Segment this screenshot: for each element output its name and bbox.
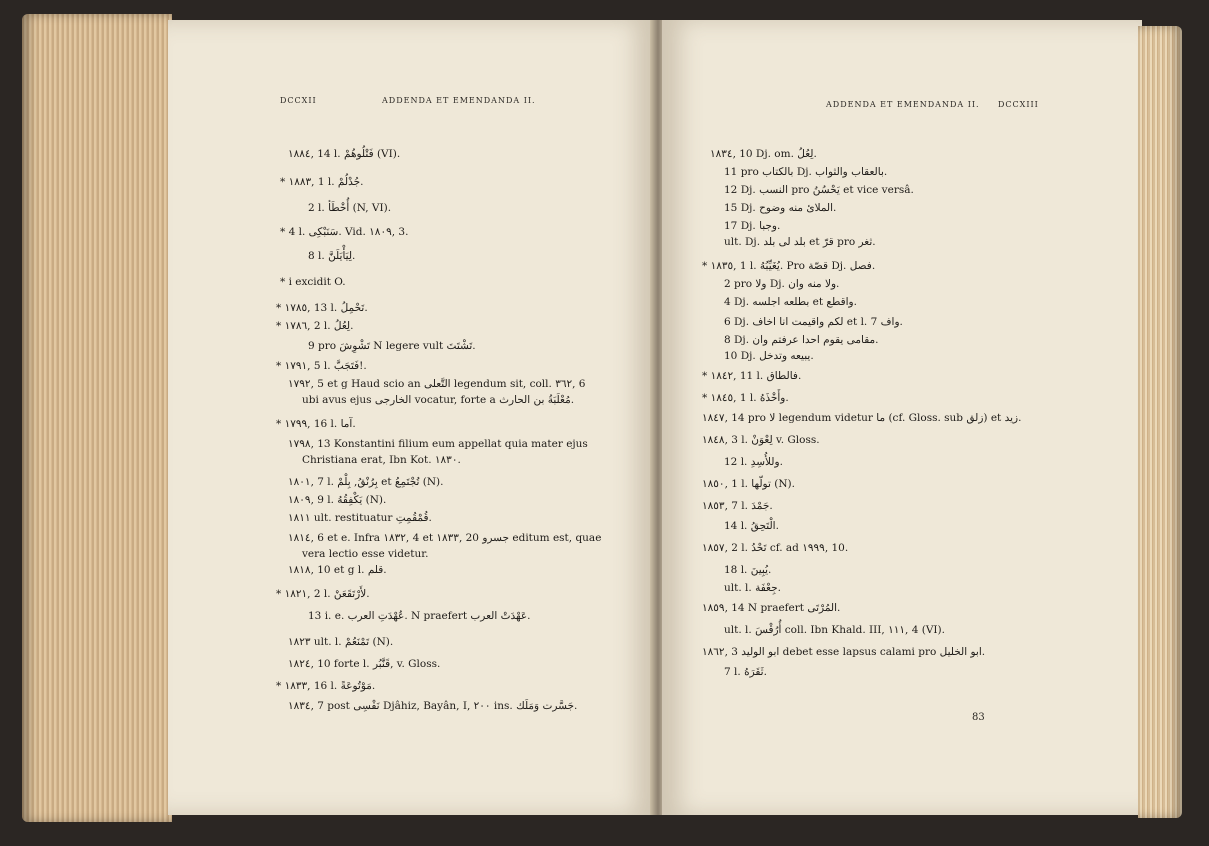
right-page-line: 12 Dj. النسب pro يَحْسُنُ et vice versâ. <box>724 184 914 196</box>
right-page-line: * ١٨٤٥, 1 l. وأَخْذَهُ. <box>702 392 789 404</box>
left-running-head: ADDENDA ET EMENDANDA II. <box>382 96 536 105</box>
left-page-line: ١٨١٤, 6 et e. Infra ١٨٣٢, 4 et ١٨٣٣, 20 جسرو editum est, quae <box>288 532 602 544</box>
right-page-line: 7 l. ثَقَرَهُ. <box>724 666 767 678</box>
left-page-line: ١٧٩٨, 13 Konstantini filium eum appellat quia mater ejus <box>288 438 588 450</box>
left-page <box>168 20 654 815</box>
left-page-line: * ١٧٨٥, 13 l. تَحْمِلُ. <box>276 302 368 314</box>
right-page-line: ١٨٥٩, 14 N praefert المُرْتَى. <box>702 602 841 614</box>
right-page-line: 6 Dj. لكم واقيمت انا اخاف et l. 7 واف. <box>724 316 903 328</box>
right-page-line: ١٨٥٠, 1 l. تولّها (N). <box>702 478 795 490</box>
right-page-line: ١٨٥٧, 2 l. تَحْدُ cf. ad ١٩٩٩, 10. <box>702 542 849 554</box>
left-page-line: vera lectio esse videtur. <box>302 548 429 560</box>
left-page-number: DCCXII <box>280 96 317 105</box>
right-running-head: ADDENDA ET EMENDANDA II. <box>826 100 980 109</box>
left-page-line: * ١٨٨٣, 1 l. جُدْلُمْ. <box>280 176 364 188</box>
right-page-line: 15 Dj. الملائ منه وضوح. <box>724 202 837 214</box>
left-page-line: * ١٨٣٣, 16 l. مَوْتُوعَةً. <box>276 680 376 692</box>
right-page-line: 11 pro بالكتاب Dj. بالعقاب والثواب. <box>724 166 888 178</box>
left-page-line: ١٨٨٤, 14 l. فَتْلُوهُمْ (VI). <box>288 148 401 160</box>
left-page-line: * i excidit O. <box>280 276 346 288</box>
left-page-line: 2 l. أُخْطَأ (N, VI). <box>308 202 392 214</box>
left-page-line: ١٨٠٩, 9 l. يَكْفِقُهُ (N). <box>288 494 387 506</box>
right-page-line: ١٨٤٨, 3 l. لِعْوَنْ v. Gloss. <box>702 434 820 446</box>
right-page-line: 4 Dj. بطلعه اجلسه et واقطع. <box>724 296 857 308</box>
left-page-line: ١٨٣٤, 7 post نَفْسِى Djâhiz, Bayân, I, ٢٠٠ ins. جَسَّرت وَمَلَك. <box>288 700 578 712</box>
left-page-line: * ١٧٩١, 5 l. فَتَجَبَّ!. <box>276 360 367 372</box>
right-page-edges <box>1138 26 1182 818</box>
left-page-line: * ١٧٩٩, 16 l. آما. <box>276 418 356 430</box>
right-page-line: 14 l. الْتَحِقُ. <box>724 520 779 532</box>
left-page-line: ١٨١١ ult. restituatur قُمْقُمِتِ. <box>288 512 432 524</box>
right-page-line: 12 l. وللأُسِدِ. <box>724 456 783 468</box>
right-footer-number: 83 <box>972 712 985 723</box>
right-page-line: 17 Dj. وجبا. <box>724 220 781 232</box>
left-page-line: ١٨٢٤, 10 forte l. قَنَّبُر, v. Gloss. <box>288 658 441 670</box>
right-page-line: ١٨٦٢, 3 ابو الوليد debet esse lapsus calami pro ابو الخليل. <box>702 646 986 658</box>
left-page-line: 13 i. e. عُهْدَتِ العرب. N praefert عَهْدَتْ العرب. <box>308 610 531 622</box>
right-page <box>662 20 1142 815</box>
right-page-line: 10 Dj. يبيعه وتدخل. <box>724 350 814 362</box>
left-page-line: ١٧٩٢, 5 et g Haud scio an التَّعلى legendum sit, coll. ٣٦٢, 6 <box>288 378 586 390</box>
left-page-line: ١٨٢٣ ult. l. تَمْنَعُمْ (N). <box>288 636 394 648</box>
left-page-line: Christiana erat, Ibn Kot. ١٨٣٠. <box>302 454 461 466</box>
right-page-line: 18 l. يُبِينَ. <box>724 564 772 576</box>
right-page-line: ١٨٤٧, 14 pro لا legendum videtur ما (cf. Gloss. sub زلق) et زيد. <box>702 412 1022 424</box>
left-page-line: * ١٨٢١, 2 l. لأَرْتَقَعَنْ. <box>276 588 370 600</box>
left-page-line: ١٨١٨, 10 et g l. قلم. <box>288 564 387 576</box>
left-page-line: * 4 l. سَنَبْكِى. Vid. ١٨٠٩, 3. <box>280 226 409 238</box>
right-page-number: DCCXIII <box>998 100 1039 109</box>
right-page-line: 2 pro ولا Dj. ولا منه وان. <box>724 278 840 290</box>
left-page-line: * ١٧٨٦, 2 l. لِعُلُ. <box>276 320 354 332</box>
left-page-line: ١٨٠١, 7 l. بِرُنْقُ, بِلْمْ et تُجْتَمِعُ (N). <box>288 476 444 488</box>
right-page-line: ١٨٣٤, 10 Dj. om. لِعُلُ. <box>710 148 817 160</box>
right-page-line: ١٨٥٣, 7 l. جَمْدَ. <box>702 500 773 512</box>
right-page-line: 8 Dj. مقامى يقوم احدا عرفتم وان. <box>724 334 879 346</box>
right-page-line: ult. Dj. بلد لى بلد et قرّ pro ثغر. <box>724 236 876 248</box>
right-page-line: ult. l. أُرُقْسَ coll. Ibn Khald. III, ١١١, 4 (VI). <box>724 624 945 636</box>
left-page-line: 9 pro تَشْوِشَ N legere vult تَشْتَتَ. <box>308 340 476 352</box>
left-page-line: ubi avus ejus الخارجى vocatur, forte a مُعْلَبَةُ بن الحارث. <box>302 394 575 406</box>
right-page-line: * ١٨٤٢, 11 l. فالطاق. <box>702 370 802 382</box>
right-page-line: ult. l. جِعْفَة. <box>724 582 781 594</box>
left-page-edges <box>22 14 172 822</box>
right-page-line: * ١٨٣٥, 1 l. يُغَيِّبُهُ. Pro قصّة Dj. فصل. <box>702 260 876 272</box>
left-page-line: 8 l. لِيَأْيَلَنَّ. <box>308 250 356 262</box>
